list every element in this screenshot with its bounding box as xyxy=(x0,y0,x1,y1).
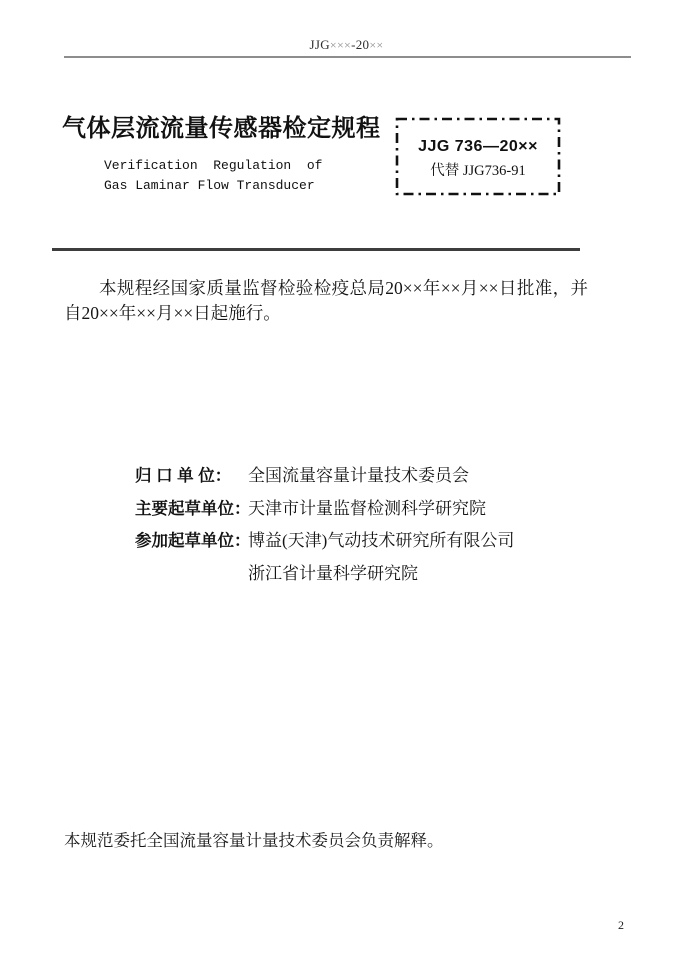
unit-value: 浙江省计量科学研究院 xyxy=(248,564,418,584)
header-code-mid: -20 xyxy=(351,37,370,52)
standard-number: JJG 736—20×× xyxy=(418,138,538,155)
unit-label: 参加起草单位： xyxy=(135,532,251,551)
header-rule-line xyxy=(64,56,631,58)
standard-number-box xyxy=(395,117,561,196)
approval-paragraph: 本规程经国家质量监督检验检疫总局20××年××月××日批准，并自20××年××月××日起施行。 xyxy=(64,278,588,323)
document-title-en-line1: Verification Regulation of xyxy=(104,158,323,173)
document-title-zh: 气体层流流量传感器检定规程 xyxy=(62,115,381,142)
unit-label: 主要起草单位： xyxy=(135,499,251,518)
list-item xyxy=(135,559,514,592)
document-title-en xyxy=(104,156,322,216)
header-code-x2: ×× xyxy=(369,38,384,52)
list-item xyxy=(135,461,514,494)
running-header xyxy=(0,37,693,53)
unit-label: 归 口 单 位： xyxy=(135,467,232,485)
title-divider-line xyxy=(52,248,580,251)
unit-value: 博益(天津)气动技术研究所有限公司 xyxy=(248,531,515,551)
replaced-standard: 代替 JJG736-91 xyxy=(430,163,526,179)
list-item xyxy=(135,526,514,559)
page-number: 2 xyxy=(618,918,624,932)
dash-dot-border xyxy=(395,117,561,196)
unit-value: 天津市计量监督检测科学研究院 xyxy=(248,498,486,518)
list-item xyxy=(135,494,514,527)
interpretation-note: 本规范委托全国流量容量计量技术委员会负责解释。 xyxy=(64,831,444,850)
committee-list xyxy=(135,461,514,592)
document-title-en-line2: Gas Laminar Flow Transducer xyxy=(104,178,315,193)
header-code-prefix: JJG xyxy=(309,37,330,52)
unit-value: 全国流量容量计量技术委员会 xyxy=(248,466,469,485)
header-code-x1: ××× xyxy=(329,38,352,52)
